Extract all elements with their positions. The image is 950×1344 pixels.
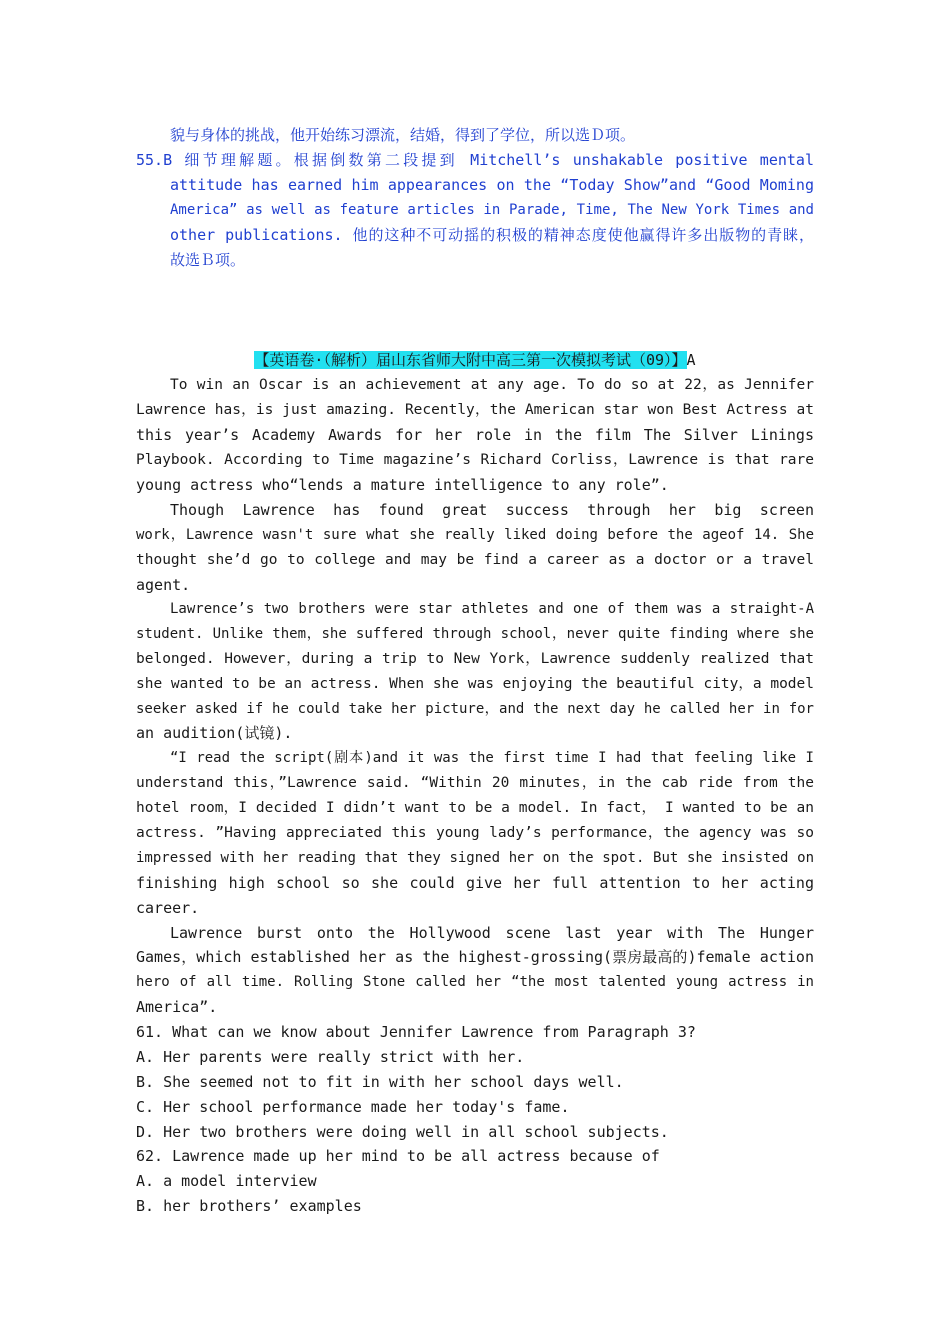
passage-line: impressed with her reading that they signed her on the spot. But she insisted on: [136, 850, 814, 866]
answer-55-line-4: other publications. 他的这种不可动摇的积极的精神态度使他赢得许多出版物的青睐，: [170, 226, 814, 244]
option-61-c: C. Her school performance made her today's fame.: [136, 1098, 570, 1116]
passage-line: she wanted to be an actress. When she was enjoying the beautiful city，a model: [136, 676, 814, 692]
passage-line: agent.: [136, 576, 191, 594]
passage-line: “I read the script(剧本)and it was the first time I had that feeling like I: [170, 750, 814, 766]
option-61-b: B. She seemed not to fit in with her school days well.: [136, 1073, 624, 1091]
passage-line: thought she’d go to college and may be find a career as a doctor or a travel: [136, 552, 814, 568]
passage-line: actress. ”Having appreciated this young lady’s performance，the agency was so: [136, 825, 814, 841]
passage-line: hotel room，I decided I didn’t want to be a model. In fact， I wanted to be an: [136, 800, 814, 816]
passage-line: an audition(试镜).: [136, 724, 293, 742]
passage-line: seeker asked if he could take her picture，and the next day he called her in for: [136, 701, 814, 717]
passage-line: career.: [136, 899, 200, 917]
section-letter: A: [686, 351, 696, 369]
answer-55-line-3: America” as well as feature articles in Parade, Time, The New York Times and: [170, 202, 814, 218]
answer-55-line-1: 55.B 细节理解题。根据倒数第二段提到 Mitchell’s unshakable positive mental: [136, 151, 814, 169]
option-62-b: B. her brothers’ examples: [136, 1197, 362, 1215]
question-61: 61. What can we know about Jennifer Lawrence from Paragraph 3?: [136, 1023, 696, 1041]
option-61-a: A. Her parents were really strict with her.: [136, 1048, 525, 1066]
passage-line: Games，which established her as the highest-grossing(票房最高的)female action: [136, 948, 814, 966]
passage-line: Lawrence’s two brothers were star athletes and one of them was a straight-A: [170, 601, 814, 617]
answer-54-tail: 貌与身体的挑战，他开始练习漂流，结婚，得到了学位，所以选Ｄ项。: [170, 126, 636, 144]
question-62: 62. Lawrence made up her mind to be all actress because of: [136, 1147, 660, 1165]
answer-55-line-2: attitude has earned him appearances on the “Today Show”and “Good Moming: [170, 176, 814, 194]
section-title: 【英语卷·（解析）届山东省师大附中高三第一次模拟考试（09）】: [254, 351, 687, 369]
passage-line: Lawrence has，is just amazing. Recently，the American star won Best Actress at: [136, 402, 814, 418]
passage-line: Though Lawrence has found great success through her big screen: [170, 501, 814, 519]
passage-line: belonged. However，during a trip to New York，Lawrence suddenly realized that: [136, 651, 814, 667]
passage-line: student. Unlike them，she suffered through school，never quite finding where she: [136, 626, 814, 642]
passage-line: work，Lawrence wasn't sure what she really liked doing before the ageof 14. She: [136, 527, 814, 543]
section-heading: [0, 348, 950, 373]
passage-line: understand this，”Lawrence said. “Within 20 minutes，in the cab ride from the: [136, 775, 814, 791]
passage-line: hero of all time. Rolling Stone called her “the most talented young actress in: [136, 974, 814, 990]
passage-line: this year’s Academy Awards for her role in the film The Silver Linings: [136, 426, 814, 444]
passage-line: Lawrence burst onto the Hollywood scene last year with The Hunger: [170, 924, 814, 942]
passage-line: young actress who“lends a mature intelligence to any role”.: [136, 476, 669, 494]
passage-line: America”.: [136, 998, 218, 1016]
option-62-a: A. a model interview: [136, 1172, 317, 1190]
passage-line: Playbook. According to Time magazine’s Richard Corliss，Lawrence is that rare: [136, 452, 814, 468]
passage-line: To win an Oscar is an achievement at any age. To do so at 22，as Jennifer: [170, 377, 814, 393]
answer-55-line-5: 故选Ｂ项。: [170, 251, 246, 269]
option-61-d: D. Her two brothers were doing well in all school subjects.: [136, 1123, 669, 1141]
passage-line: finishing high school so she could give her full attention to her acting: [136, 874, 814, 892]
